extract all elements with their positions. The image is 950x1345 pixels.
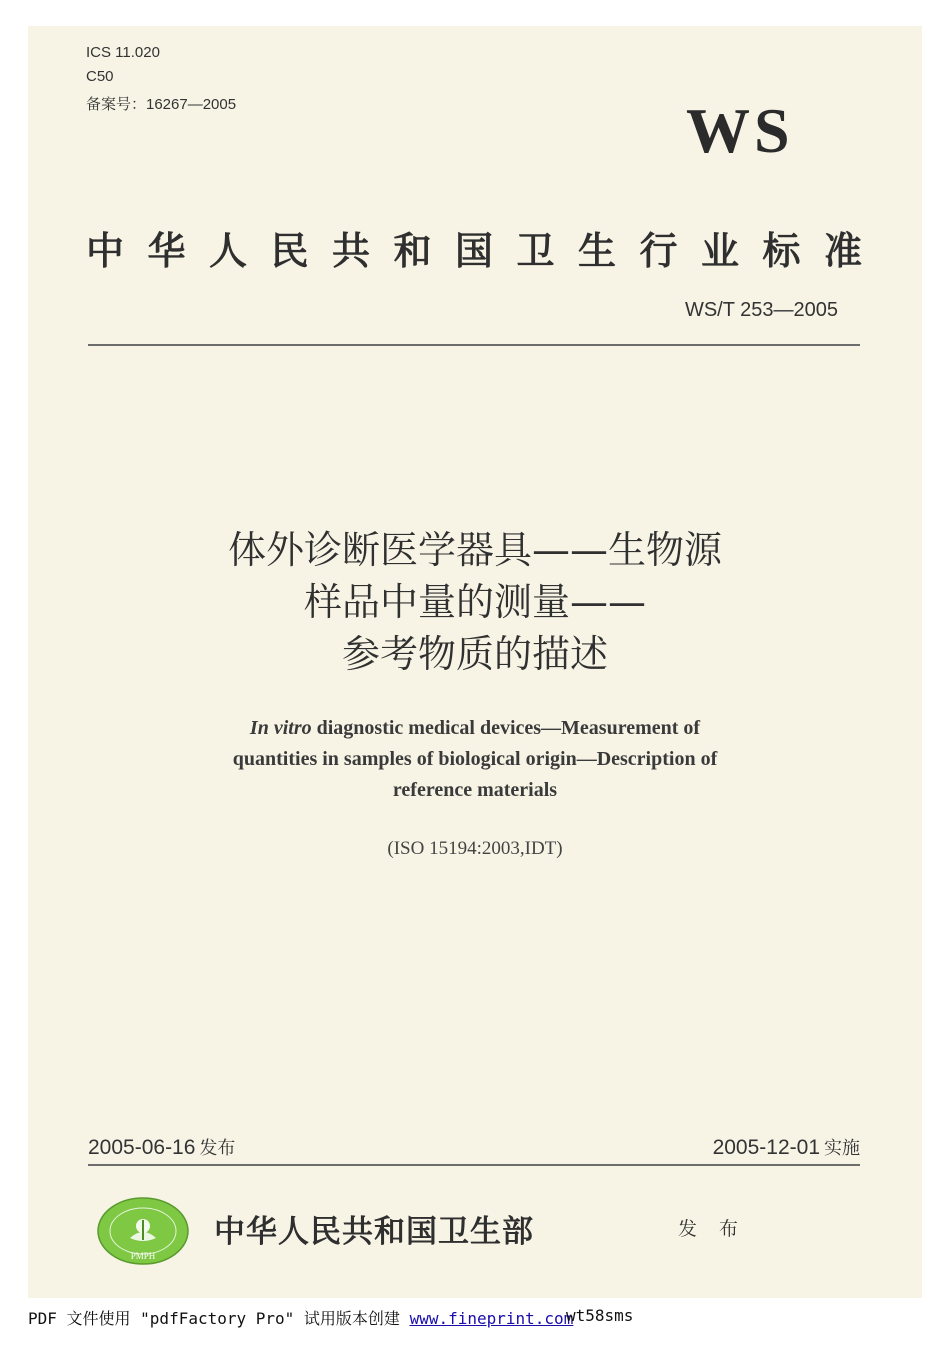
- cn-title-line-3: 参考物质的描述: [341, 632, 608, 676]
- publisher-action: 发 布: [678, 1218, 747, 1240]
- cn-title-line-2: 样品中量的测量——: [303, 580, 646, 624]
- pmph-emblem-icon: [96, 1196, 190, 1266]
- en-title-line-2: quantities in samples of biological origin—Description of: [232, 748, 718, 770]
- standard-number: WS/T 253—2005: [684, 299, 838, 321]
- standard-title: 中华人民共和国卫生行业标准: [86, 228, 862, 273]
- ws-logo: WS: [686, 95, 794, 166]
- publisher-name: 中华人民共和国卫生部: [214, 1214, 534, 1250]
- effective-date: [713, 1134, 860, 1160]
- header-divider: [88, 344, 860, 346]
- en-title-italic: In vitro: [249, 717, 312, 739]
- emblem-text: PMPH: [130, 1251, 156, 1261]
- en-title-line-3: reference materials: [392, 779, 558, 801]
- issue-date: [88, 1134, 235, 1160]
- issue-date-value: 2005-06-16: [88, 1136, 196, 1159]
- footer-overlay: wt58sms: [566, 1306, 634, 1325]
- effective-date-value: 2005-12-01: [712, 1136, 820, 1159]
- en-title-line-1-rest: diagnostic medical devices—Measurement of: [311, 717, 701, 739]
- en-title: [0, 713, 950, 806]
- ics-code: ICS 11.020: [86, 44, 160, 61]
- footer-prefix: PDF 文件使用 "pdfFactory Pro" 试用版本创建: [28, 1309, 410, 1328]
- footer-link[interactable]: www.fineprint.com: [409, 1309, 574, 1328]
- effective-date-label: 实施: [824, 1138, 860, 1159]
- issue-date-label: 发布: [199, 1138, 236, 1159]
- pdf-footer: [28, 1306, 634, 1329]
- iso-reference: (ISO 15194:2003,IDT): [387, 838, 563, 859]
- ccs-code: C50: [86, 68, 114, 85]
- cn-title-line-1: 体外诊断医学器具——生物源: [227, 528, 722, 572]
- record-number: 备案号：16267—2005: [86, 96, 237, 113]
- en-title-line-1: [0, 713, 950, 744]
- footer-divider: [88, 1164, 860, 1166]
